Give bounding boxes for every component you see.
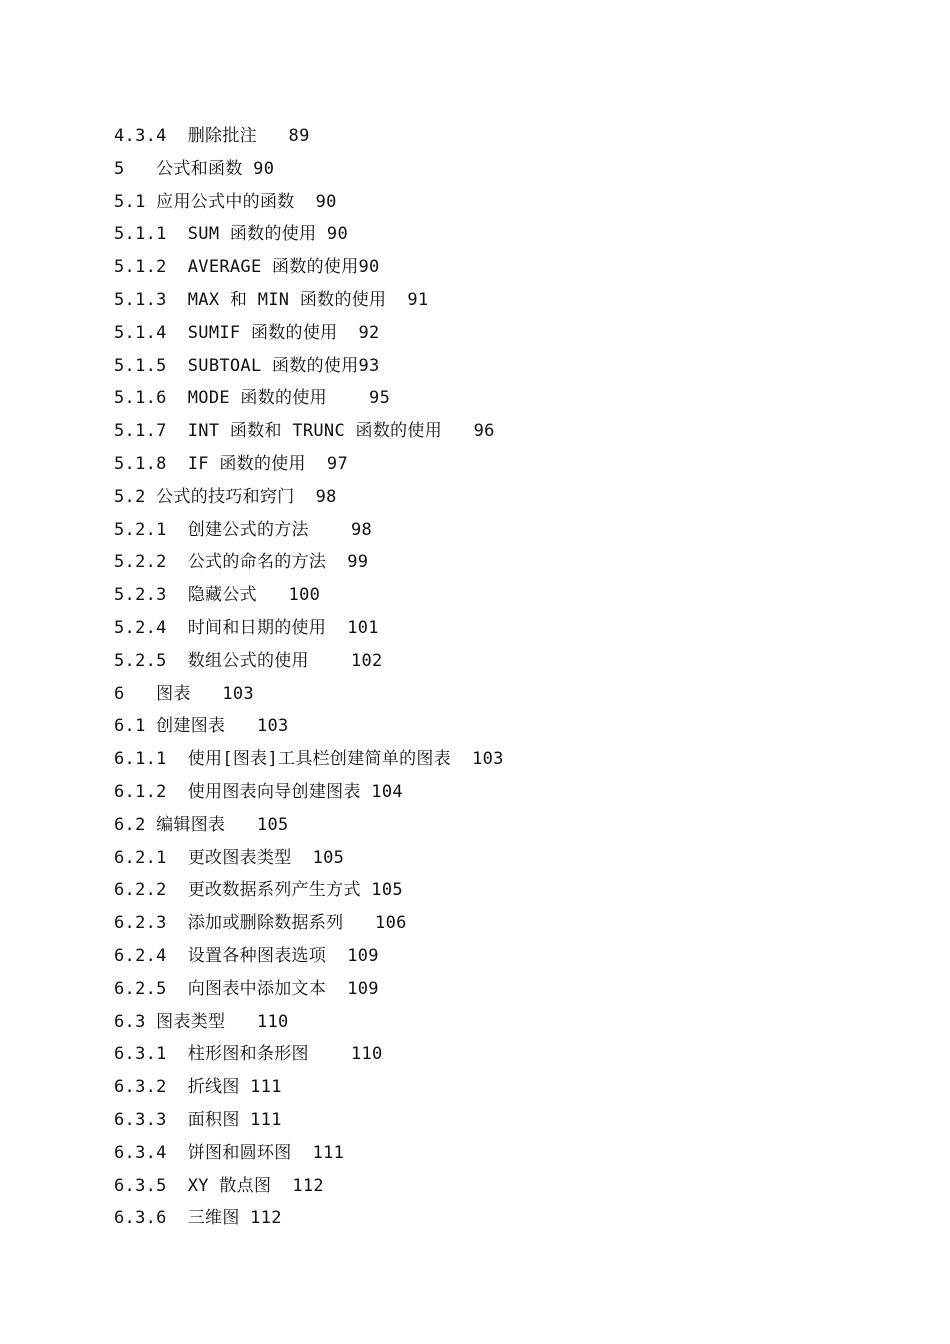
table-of-contents <box>114 122 504 1237</box>
toc-entry: 6.2.4 设置各种图表选项 109 <box>114 945 379 966</box>
toc-entry: 5.2 公式的技巧和窍门 98 <box>114 486 337 507</box>
toc-entry: 5.2.1 创建公式的方法 98 <box>114 519 373 540</box>
toc-entry: 6.3.2 折线图 111 <box>114 1077 282 1098</box>
toc-entry: 5.1.7 INT 函数和 TRUNC 函数的使用 96 <box>114 421 495 442</box>
toc-entry: 5.1.6 MODE 函数的使用 95 <box>114 388 391 409</box>
toc-entry: 5.1.1 SUM 函数的使用 90 <box>114 224 348 245</box>
toc-entry: 5.1.8 IF 函数的使用 97 <box>114 453 348 474</box>
toc-entry: 6.2 编辑图表 105 <box>114 814 289 835</box>
toc-entry: 6.2.1 更改图表类型 105 <box>114 847 345 868</box>
toc-entry: 5.2.2 公式的命名的方法 99 <box>114 552 369 573</box>
toc-entry: 6.3.4 饼图和圆环图 111 <box>114 1142 345 1163</box>
toc-entry: 6.2.5 向图表中添加文本 109 <box>114 978 379 999</box>
toc-entry: 5.1.3 MAX 和 MIN 函数的使用 91 <box>114 289 429 310</box>
toc-entry: 5 公式和函数 90 <box>114 158 275 179</box>
toc-entry: 5.2.4 时间和日期的使用 101 <box>114 617 379 638</box>
toc-entry: 6.2.3 添加或删除数据系列 106 <box>114 913 407 934</box>
toc-entry: 5.1.2 AVERAGE 函数的使用90 <box>114 257 380 278</box>
toc-entry: 6.1.2 使用图表向导创建图表 104 <box>114 781 403 802</box>
toc-entry: 6 图表 103 <box>114 683 254 704</box>
toc-entry: 5.1.4 SUMIF 函数的使用 92 <box>114 322 380 343</box>
toc-entry: 6.3 图表类型 110 <box>114 1011 289 1032</box>
toc-entry: 5.1 应用公式中的函数 90 <box>114 191 337 212</box>
toc-entry: 5.2.5 数组公式的使用 102 <box>114 650 383 671</box>
toc-entry: 6.1 创建图表 103 <box>114 716 289 737</box>
toc-entry: 6.2.2 更改数据系列产生方式 105 <box>114 880 403 901</box>
toc-entry: 6.1.1 使用[图表]工具栏创建简单的图表 103 <box>114 749 504 770</box>
toc-entry: 6.3.1 柱形图和条形图 110 <box>114 1044 383 1065</box>
toc-entry: 6.3.6 三维图 112 <box>114 1208 282 1229</box>
toc-entry: 5.2.3 隐藏公式 100 <box>114 585 321 606</box>
toc-entry: 5.1.5 SUBTOAL 函数的使用93 <box>114 355 380 376</box>
toc-entry: 4.3.4 删除批注 89 <box>114 126 310 146</box>
toc-entry: 6.3.3 面积图 111 <box>114 1109 282 1130</box>
toc-entry: 6.3.5 XY 散点图 112 <box>114 1175 324 1196</box>
